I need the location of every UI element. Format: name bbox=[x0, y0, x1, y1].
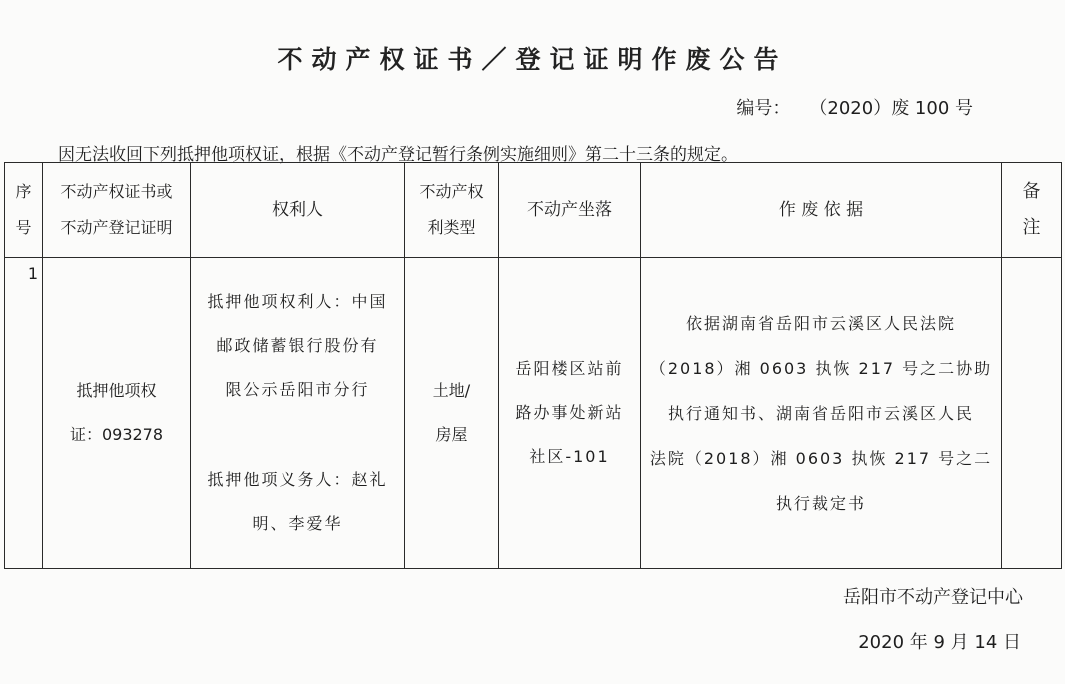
row-certificate bbox=[43, 258, 191, 569]
row-cert-line1: 抵押他项权 bbox=[76, 381, 157, 400]
document-title: 不动产权证书／登记证明作废公告 bbox=[277, 45, 788, 74]
row-basis bbox=[641, 258, 1002, 569]
header-note-line2: 注 bbox=[1022, 217, 1041, 238]
holder-line: 限公示岳阳市分行 bbox=[225, 380, 370, 399]
row-type-line1: 土地/ bbox=[432, 381, 471, 400]
header-seq-line1: 序 bbox=[15, 182, 32, 201]
row-right-type bbox=[405, 258, 499, 569]
header-cert-line2: 不动产登记证明 bbox=[60, 218, 173, 237]
header-holder: 权利人 bbox=[191, 163, 405, 258]
document-number-label: 编号： bbox=[736, 98, 791, 119]
header-note bbox=[1002, 163, 1062, 258]
header-basis: 作 废 依 据 bbox=[641, 163, 1002, 258]
header-note-line1: 备 bbox=[1022, 181, 1041, 202]
basis-line: 法院（2018）湘 0603 执恢 217 号之二 bbox=[649, 448, 993, 468]
basis-line: 执行通知书、湖南省岳阳市云溪区人民 bbox=[667, 403, 974, 423]
notice-table bbox=[4, 162, 1062, 569]
table-header-row bbox=[5, 163, 1062, 258]
holder-line: 抵押他项权利人：中国 bbox=[207, 292, 388, 311]
row-type-line2: 房屋 bbox=[435, 425, 468, 444]
row-holder bbox=[191, 258, 405, 569]
holder-line: 明、李爱华 bbox=[252, 514, 343, 533]
header-location: 不动产坐落 bbox=[499, 163, 641, 258]
issue-date: 2020 年 9 月 14 日 bbox=[858, 632, 1021, 653]
holder-line: 抵押他项义务人：赵礼 bbox=[207, 470, 388, 489]
row-loc-line: 岳阳楼区站前 bbox=[515, 359, 624, 378]
table-row bbox=[5, 258, 1062, 569]
header-right-type bbox=[405, 163, 499, 258]
header-certificate bbox=[43, 163, 191, 258]
basis-line: （2018）湘 0603 执恢 217 号之二协助 bbox=[649, 358, 993, 378]
row-cert-line2: 证：093278 bbox=[69, 425, 164, 444]
document-number-value: （2020）废 100 号 bbox=[818, 98, 973, 119]
header-seq bbox=[5, 163, 43, 258]
basis-line: 依据湖南省岳阳市云溪区人民法院 bbox=[685, 313, 956, 333]
basis-line: 执行裁定书 bbox=[775, 493, 866, 513]
row-loc-line: 路办事处新站 bbox=[515, 403, 624, 422]
row-seq-cell bbox=[5, 258, 43, 569]
row-note bbox=[1002, 258, 1062, 569]
row-loc-line: 社区-101 bbox=[529, 447, 610, 466]
row-seq: 1 bbox=[27, 264, 38, 283]
header-cert-line1: 不动产权证书或 bbox=[60, 182, 173, 201]
issuing-organization: 岳阳市不动产登记中心 bbox=[843, 587, 1023, 608]
holder-line: 邮政储蓄银行股份有 bbox=[216, 336, 379, 355]
header-type-line1: 不动产权 bbox=[419, 182, 484, 201]
header-type-line2: 利类型 bbox=[427, 218, 476, 237]
row-location bbox=[499, 258, 641, 569]
intro-paragraph: 因无法收回下列抵押他项权证，根据《不动产登记暂行条例实施细则》第二十三条的规定。 bbox=[58, 145, 738, 165]
header-seq-line2: 号 bbox=[15, 218, 32, 237]
document-number bbox=[736, 94, 973, 120]
